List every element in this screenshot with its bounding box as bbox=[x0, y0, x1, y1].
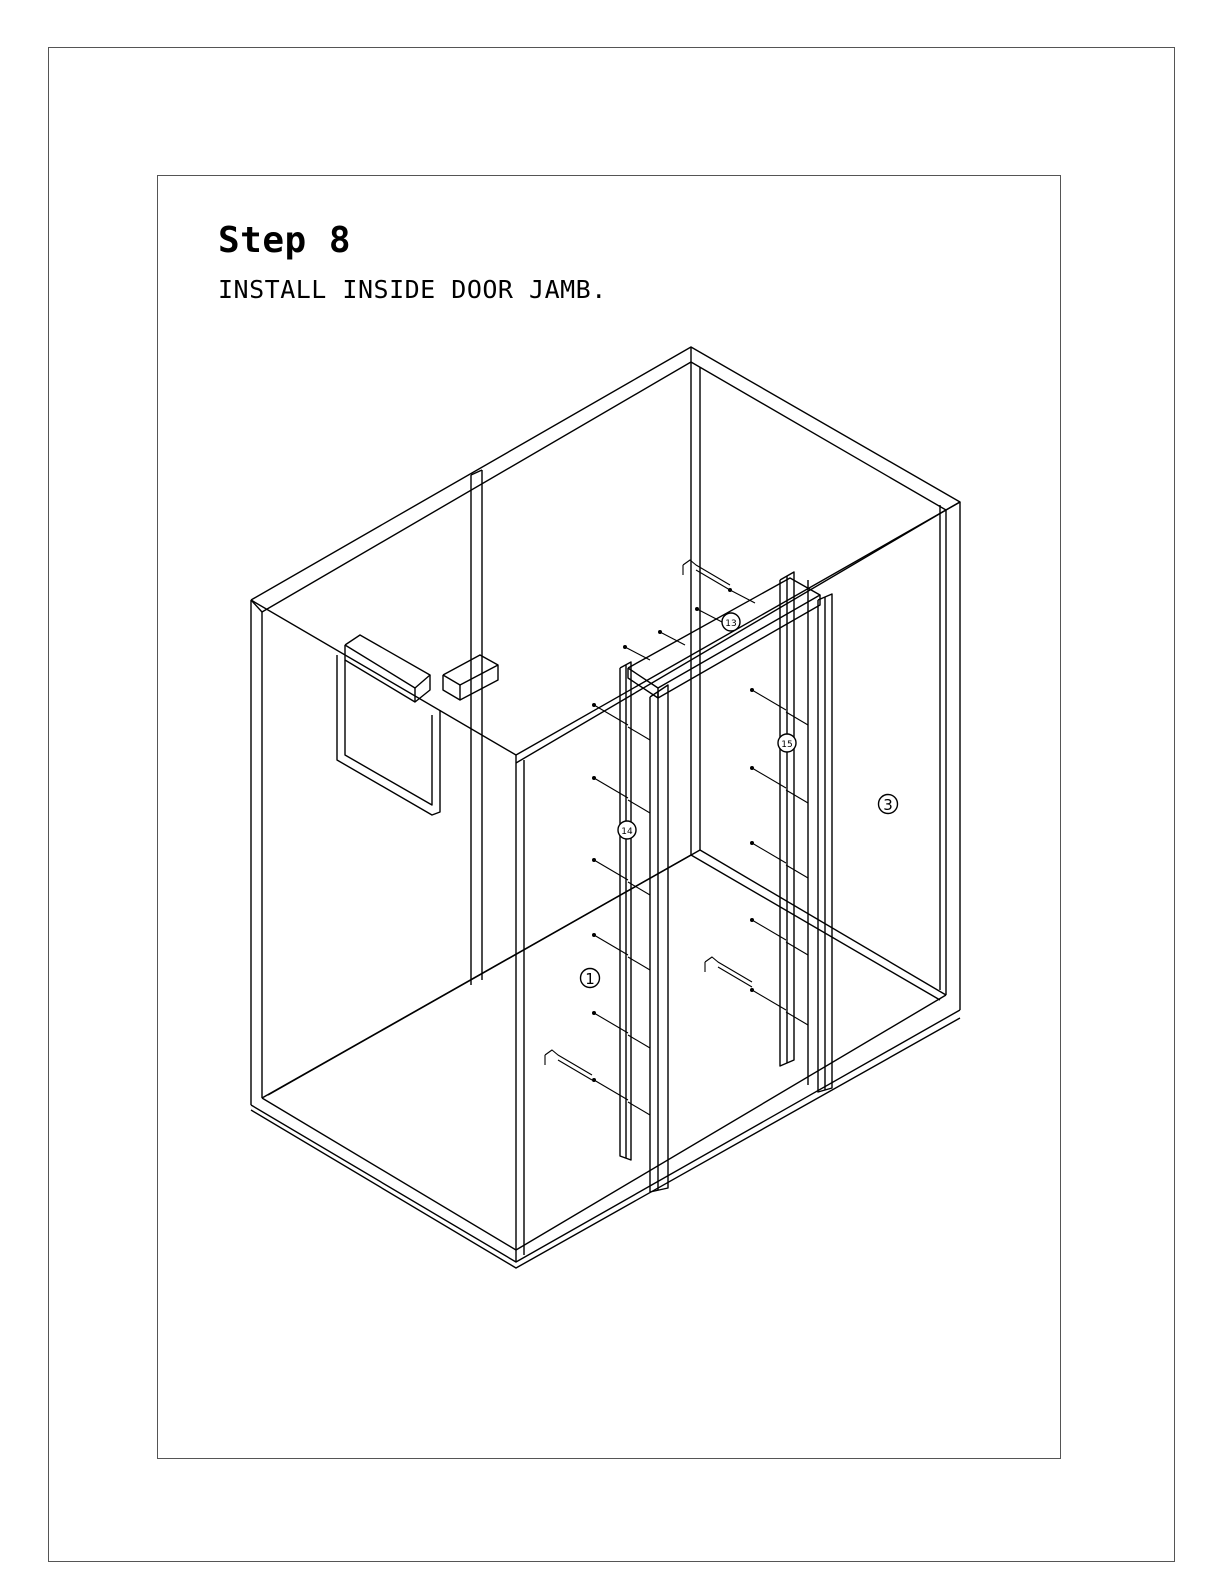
step-title: Step 8 bbox=[218, 220, 352, 261]
svg-text:15: 15 bbox=[781, 740, 793, 750]
left-door-jamb bbox=[620, 662, 668, 1192]
sauna-frame bbox=[251, 347, 960, 1268]
callout-part-1 bbox=[581, 969, 600, 989]
svg-text:3: 3 bbox=[883, 796, 893, 814]
callout-part-15 bbox=[778, 734, 796, 752]
screws bbox=[545, 560, 808, 1115]
svg-text:1: 1 bbox=[585, 970, 595, 988]
step-instruction: INSTALL INSIDE DOOR JAMB. bbox=[218, 275, 607, 304]
svg-text:14: 14 bbox=[621, 827, 633, 837]
callout-part-13 bbox=[722, 613, 740, 631]
wall-fixture bbox=[337, 635, 498, 815]
callout-part-3 bbox=[879, 795, 898, 815]
right-door-jamb bbox=[780, 572, 832, 1092]
svg-text:13: 13 bbox=[725, 619, 737, 629]
callout-part-14 bbox=[618, 821, 636, 839]
